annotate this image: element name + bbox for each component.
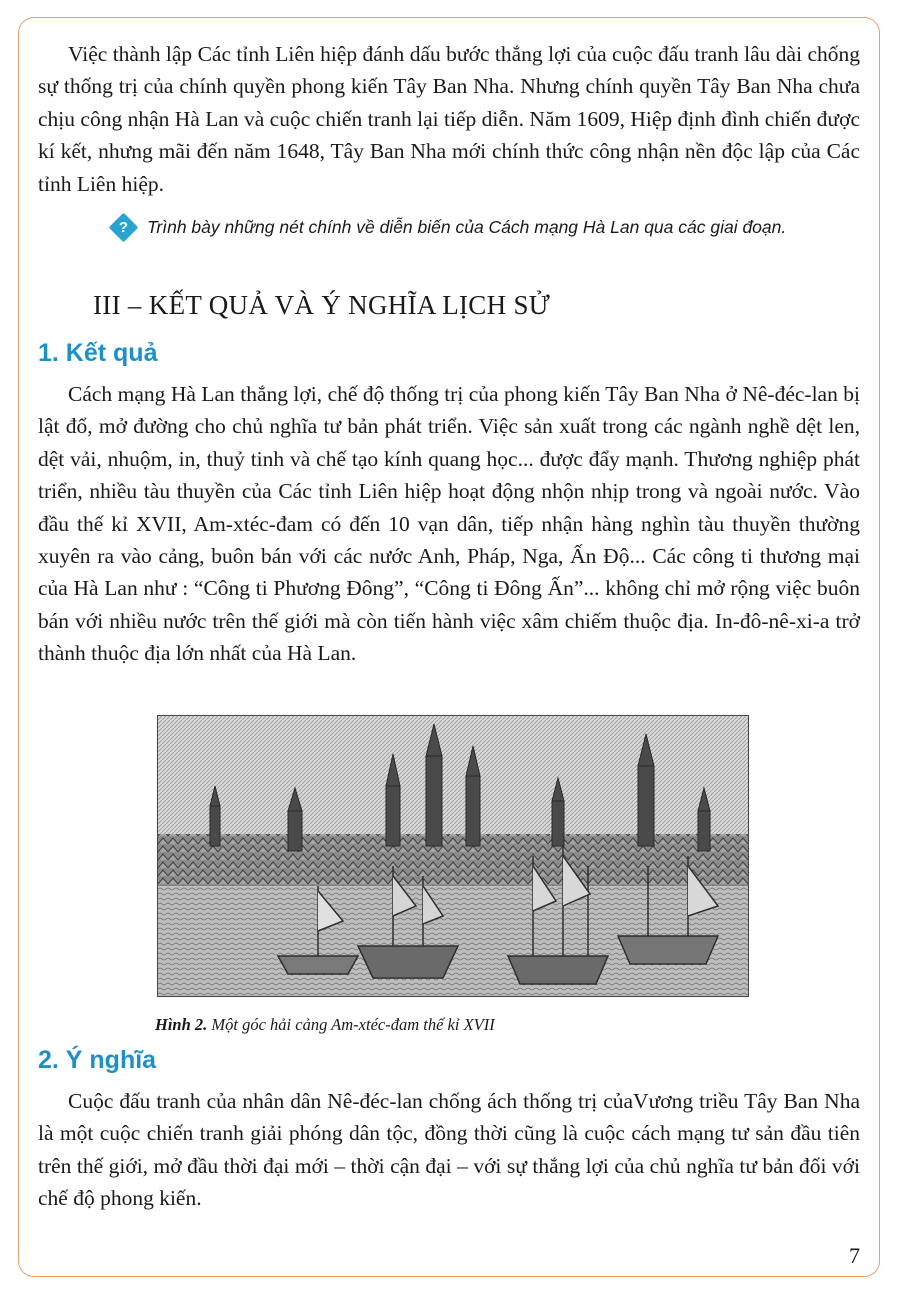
question-prompt	[38, 210, 860, 244]
significance-paragraph: Cuộc đấu tranh của nhân dân Nê-đéc-lan chống ách thống trị củaVương triều Tây Ban Nha là một cuộc chiến tranh giải phóng dân tộc, đồng thời cũng là cuộc cách mạng tư sản đầu tiên trên thế giới, mở đầu thời đại mới – thời cận đại – với sự thắng lợi của chủ nghĩa tư bản đối với chế độ phong kiến.	[38, 1089, 860, 1211]
figure-label: Hình 2.	[155, 1015, 208, 1034]
result-paragraph: Cách mạng Hà Lan thắng lợi, chế độ thống trị của phong kiến Tây Ban Nha ở Nê-đéc-lan bị lật đổ, mở đường cho chủ nghĩa tư bản phát triển. Việc sản xuất trong các ngành nghề dệt len, dệt vải, nhuộm, in, thuỷ tinh và chế tạo kính quang học... được đẩy mạnh. Thương nghiệp phát triển, nhiều tàu thuyền của Các tỉnh Liên hiệp hoạt động nhộn nhịp trong và ngoài nước. Vào đầu thế kỉ XVII, Am-xtéc-đam có đến 10 vạn dân, tiếp nhận hàng nghìn tàu thuyền thường xuyên ra vào cảng, buôn bán với các nước Anh, Pháp, Nga, Ấn Độ... Các công ti thương mại của Hà Lan như : “Công ti Phương Đông”, “Công ti Đông Ấn”... không chỉ mở rộng việc buôn bán với nhiều nước trên thế giới mà còn tiến hành việc xâm chiếm thuộc địa. In-đô-nê-xi-a trở thành thuộc địa lớn nhất của Hà Lan.	[38, 382, 860, 666]
question-diamond-icon	[110, 214, 137, 241]
significance-section	[38, 1046, 860, 1215]
intro-paragraph: Việc thành lập Các tỉnh Liên hiệp đánh dấu bước thắng lợi của cuộc đấu tranh lâu dài chống sự thống trị của chính quyền phong kiến Tây Ban Nha. Nhưng chính quyền Tây Ban Nha chưa chịu công nhận Hà Lan và cuộc chiến tranh lại tiếp diễn. Năm 1609, Hiệp định đình chiến được kí kết, nhưng mãi đến năm 1648, Tây Ban Nha mới chính thức công nhận nền độc lập của Các tỉnh Liên hiệp.	[38, 42, 860, 196]
question-mark: ?	[118, 218, 129, 236]
subheading-result: 1. Kết quả	[38, 339, 158, 368]
figure-caption-text: Một góc hải cảng Am-xtéc-đam thế kỉ XVII	[207, 1015, 495, 1034]
subheading-significance: 2. Ý nghĩa	[38, 1046, 157, 1074]
harbor-engraving	[158, 716, 749, 997]
amsterdam-harbor-illustration	[157, 715, 749, 997]
question-text: Trình bày những nét chính về diễn biến của Cách mạng Hà Lan qua các giai đoạn.	[147, 216, 787, 237]
page-content	[38, 38, 860, 670]
figure-caption	[155, 1015, 495, 1035]
page-number: 7	[849, 1243, 860, 1268]
section-heading: III – KẾT QUẢ VÀ Ý NGHĨA LỊCH SỬ	[93, 290, 551, 321]
